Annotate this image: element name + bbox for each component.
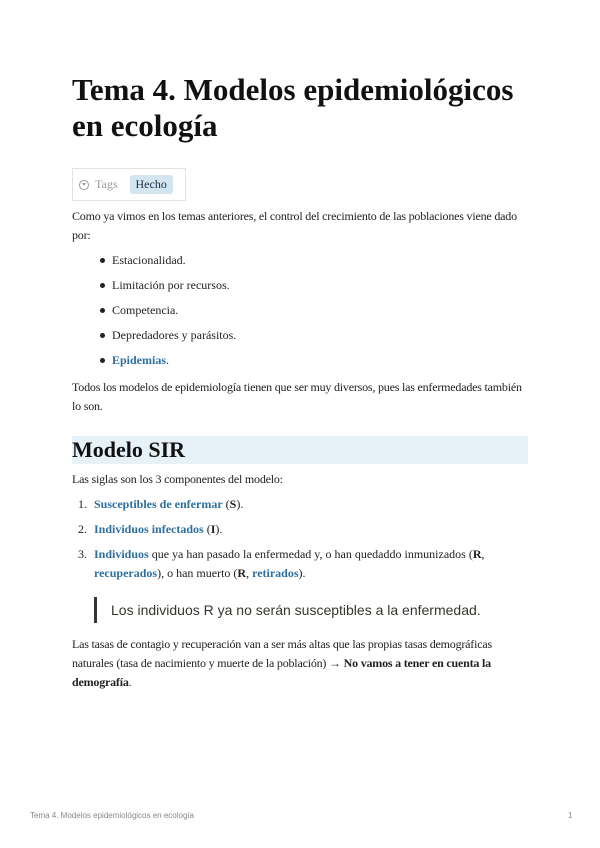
list-number: 2.: [78, 522, 87, 536]
list-item: Depredadores y parásitos.: [100, 327, 236, 352]
list-number: 1.: [78, 497, 87, 511]
text-fragment: ,: [481, 547, 485, 561]
text-fragment: ,: [246, 566, 253, 580]
text-fragment: que ya han pasado la enfermedad y, o han quedaddo inmunizados (: [148, 547, 473, 561]
page-title: Tema 4. Modelos epidemiológicos en ecología: [72, 72, 514, 143]
list-item: [100, 352, 236, 377]
epidemias-link[interactable]: Epidemias: [112, 353, 167, 367]
letter-s: S: [229, 497, 237, 511]
text-fragment: ).: [236, 497, 244, 511]
text-fragment: (: [222, 497, 230, 511]
paragraph: [72, 635, 528, 692]
text-fragment: ).: [215, 522, 223, 536]
paragraph: Todos los modelos de epidemiología tienen que ser muy diversos, pues las enfermedades también lo son.: [72, 380, 522, 413]
factors-list: [100, 252, 236, 377]
letter-r: R: [237, 566, 247, 580]
recuperados-link[interactable]: recuperados: [94, 566, 158, 580]
tag-chip[interactable]: Hecho: [130, 175, 173, 194]
list-item: [72, 495, 528, 514]
tags-label: Tags: [95, 177, 118, 191]
list-item: Estacionalidad.: [100, 252, 236, 277]
list-item: [72, 520, 528, 539]
individuos-link[interactable]: Individuos: [94, 547, 149, 561]
page-number: 1: [568, 811, 573, 820]
section-heading: Modelo SIR: [72, 436, 528, 464]
list-item: Limitación por recursos.: [100, 277, 236, 302]
text-fragment: ).: [298, 566, 306, 580]
quote-block: Los individuos R ya no serán susceptibles a la enfermedad.: [94, 597, 524, 623]
list-item-suffix: .: [166, 353, 170, 367]
infectados-link[interactable]: Individuos infectados: [94, 522, 204, 536]
intro-paragraph: Como ya vimos en los temas anteriores, el control del crecimiento de las poblaciones viene dado por:: [72, 209, 517, 242]
list-item: [72, 545, 528, 583]
susceptibles-link[interactable]: Susceptibles de enfermar: [94, 497, 223, 511]
list-number: 3.: [78, 547, 87, 561]
text-fragment: ), o han muerto (: [157, 566, 238, 580]
text-fragment: Las tasas de contagio y recuperación van a ser más altas que las propias tasas demográficas naturales (tasa de nacimiento y muerte de la población) →: [72, 637, 492, 670]
tags-property[interactable]: [72, 168, 186, 201]
letter-i: I: [210, 522, 216, 536]
tag-icon: [79, 180, 89, 190]
sir-list: [72, 495, 528, 589]
section-intro: Las siglas son los 3 componentes del modelo:: [72, 472, 283, 486]
retirados-link[interactable]: retirados: [252, 566, 299, 580]
list-item: Competencia.: [100, 302, 236, 327]
footer-title: Tema 4. Modelos epidemiológicos en ecología: [30, 811, 195, 820]
text-fragment: (: [203, 522, 211, 536]
text-fragment: .: [128, 675, 132, 689]
bold-text: No vamos a tener en cuenta la demografía: [72, 656, 491, 689]
letter-r: R: [472, 547, 482, 561]
